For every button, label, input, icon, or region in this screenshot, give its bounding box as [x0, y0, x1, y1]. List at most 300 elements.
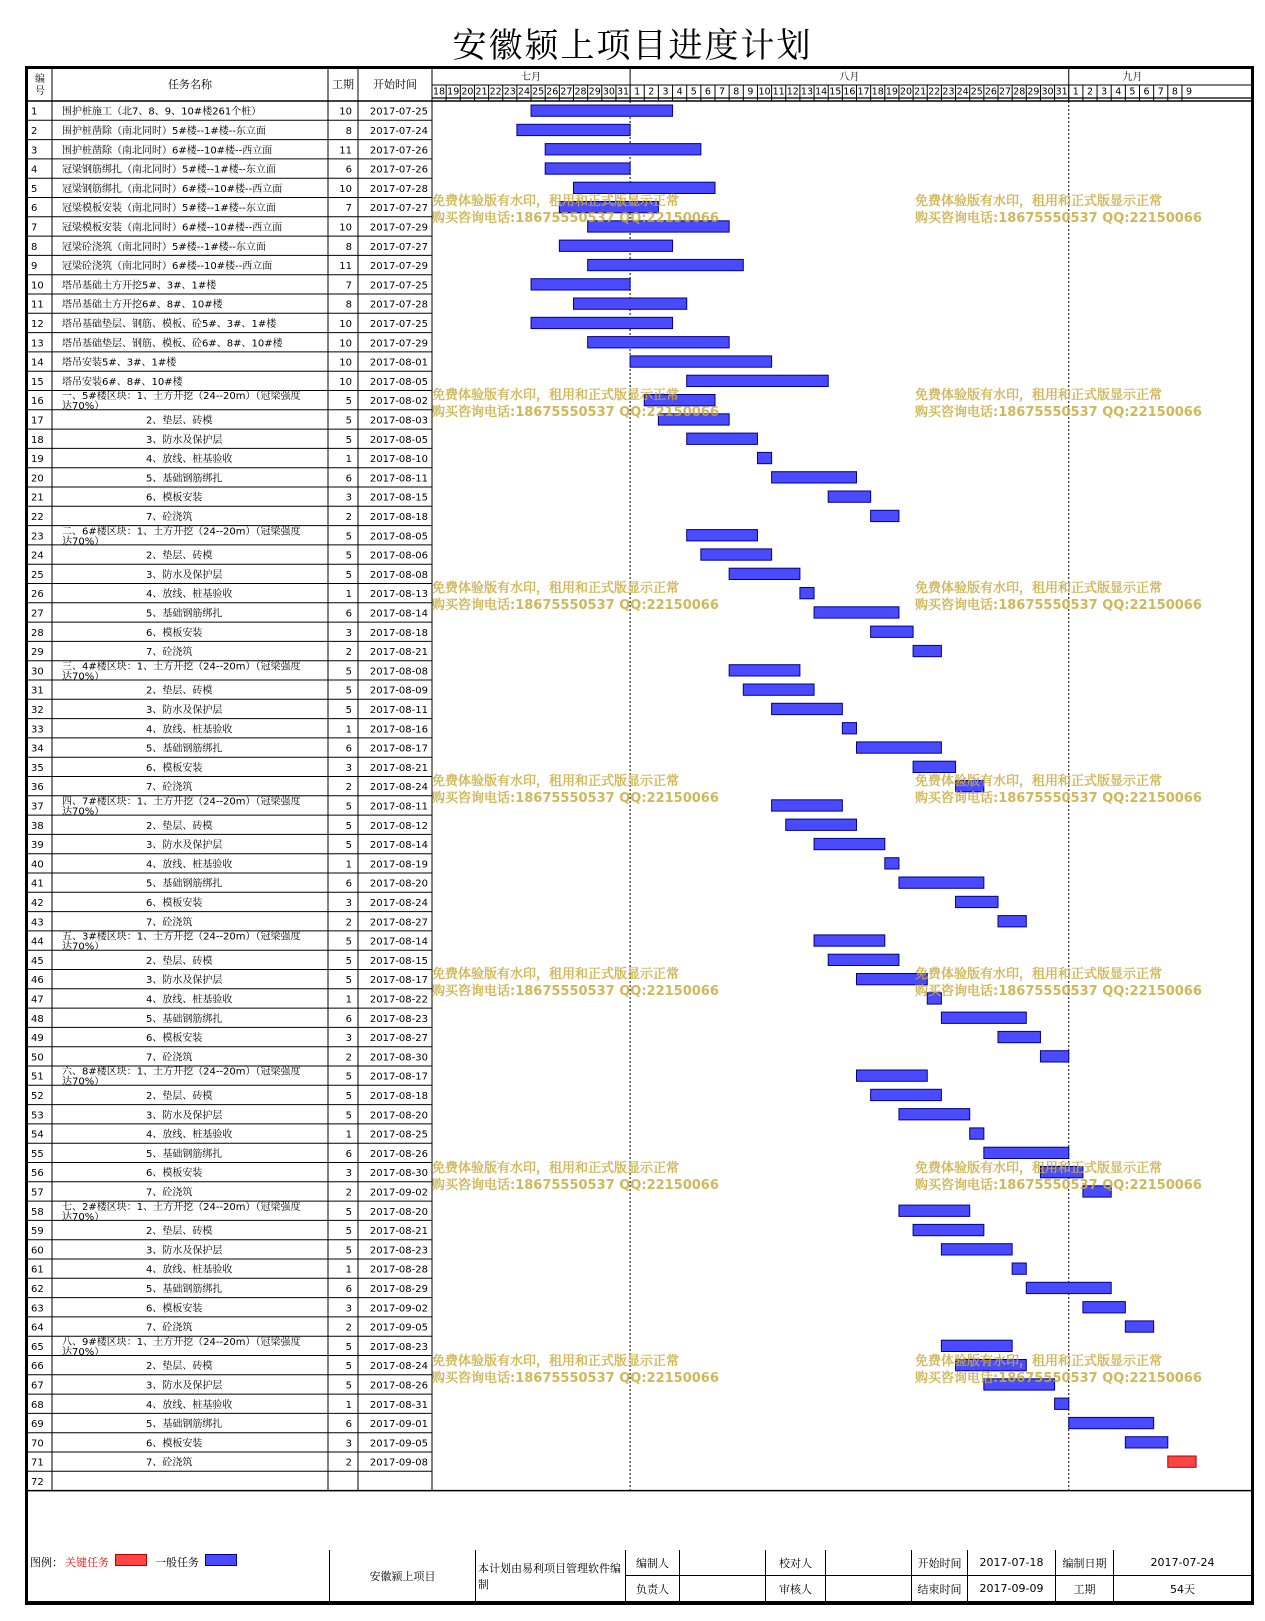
task-bar	[531, 279, 630, 290]
task-duration: 5	[345, 1206, 352, 1218]
task-name: 6、模板安装	[146, 1303, 203, 1315]
task-start: 2017-08-14	[369, 608, 428, 620]
task-start: 2017-08-29	[369, 1283, 428, 1295]
task-start: 2017-08-21	[369, 762, 428, 774]
editor-label: 编制人	[636, 1556, 669, 1570]
day-label: 11	[772, 86, 785, 98]
task-duration: 1	[345, 1264, 352, 1276]
watermark-line-1: 免费体验版有水印，租用和正式版显示正常	[432, 1354, 680, 1369]
task-duration: 5	[345, 1090, 352, 1102]
task-name: 围护桩凿除（南北同时）6#楼--10#楼--西立面	[62, 145, 273, 157]
task-id: 66	[31, 1361, 44, 1373]
watermark-line-2: 购买咨询电话:18675550537 QQ:22150066	[915, 211, 1202, 226]
task-duration: 10	[339, 318, 352, 330]
task-bar	[941, 1012, 1026, 1023]
task-duration: 5	[345, 1226, 352, 1238]
task-id: 12	[31, 318, 44, 330]
header-id-label-2: 号	[35, 86, 45, 97]
task-duration: 5	[345, 1245, 352, 1257]
task-name-cont: 达70%）	[62, 536, 105, 548]
task-name: 塔吊安装6#、8#、10#楼	[62, 376, 183, 388]
task-duration: 6	[345, 473, 352, 485]
task-start: 2017-08-14	[369, 936, 428, 948]
watermark-line-2: 购买咨询电话:18675550537 QQ:22150066	[432, 405, 719, 420]
task-name: 塔吊安装5#、3#、1#楼	[62, 357, 177, 369]
task-name: 4、放线、桩基验收	[146, 1129, 233, 1141]
day-label: 21	[475, 86, 488, 98]
day-label: 25	[970, 86, 983, 98]
day-label: 27	[999, 86, 1012, 98]
task-duration: 1	[345, 994, 352, 1006]
task-start: 2017-08-24	[369, 782, 428, 794]
task-id: 42	[31, 897, 44, 909]
reviewer-label-cell	[766, 1576, 826, 1602]
checker-value-cell	[826, 1550, 912, 1576]
task-id: 27	[31, 608, 44, 620]
task-start: 2017-07-25	[369, 280, 428, 292]
task-start: 2017-08-14	[369, 840, 428, 852]
watermark-line-1: 免费体验版有水印，租用和正式版显示正常	[915, 388, 1163, 403]
footer	[28, 1550, 1251, 1602]
task-name: 3、防水及保护层	[146, 1110, 223, 1122]
day-label: 17	[857, 86, 870, 98]
task-duration: 5	[345, 531, 352, 543]
page-title: 安徽颍上项目进度计划	[452, 26, 813, 66]
task-name: 6、模板安装	[146, 1438, 203, 1450]
task-bar	[941, 1340, 1012, 1351]
watermark-line-1: 免费体验版有水印，租用和正式版显示正常	[432, 967, 680, 982]
task-id: 68	[31, 1399, 44, 1411]
task-id: 26	[31, 589, 44, 601]
task-start: 2017-08-20	[369, 1110, 428, 1122]
task-id: 31	[31, 685, 44, 697]
task-name-cont: 达70%）	[62, 806, 105, 818]
task-start: 2017-08-11	[369, 801, 428, 813]
day-label: 9	[1186, 86, 1193, 98]
watermark-line-1: 免费体验版有水印，租用和正式版显示正常	[915, 967, 1163, 982]
task-name-cont: 达70%）	[62, 401, 105, 413]
task-bar	[1083, 1186, 1111, 1197]
task-bar	[545, 144, 701, 155]
task-bar	[517, 124, 630, 135]
task-id: 6	[31, 203, 38, 215]
watermark-line-1: 免费体验版有水印，租用和正式版显示正常	[432, 194, 680, 209]
task-id: 10	[31, 280, 44, 292]
task-bar	[814, 935, 885, 946]
task-bar	[687, 375, 829, 386]
task-start: 2017-08-06	[369, 550, 428, 562]
task-id: 3	[31, 145, 38, 157]
day-label: 2	[648, 86, 655, 98]
task-duration: 2	[345, 647, 352, 659]
task-start: 2017-08-21	[369, 647, 428, 659]
task-start: 2017-07-26	[369, 164, 428, 176]
task-bar	[956, 1360, 1027, 1371]
task-duration: 10	[339, 222, 352, 234]
task-name: 3、防水及保护层	[146, 1380, 223, 1392]
reviewer-label: 审核人	[779, 1582, 812, 1596]
task-start: 2017-08-01	[369, 357, 428, 369]
day-label: 21	[914, 86, 927, 98]
task-bar	[545, 163, 630, 174]
task-start: 2017-08-20	[369, 878, 428, 890]
task-start: 2017-09-08	[369, 1457, 428, 1469]
task-id: 18	[31, 434, 44, 446]
task-name: 3、防水及保护层	[146, 975, 223, 987]
task-id: 22	[31, 511, 44, 523]
task-start: 2017-08-21	[369, 1226, 428, 1238]
task-start: 2017-08-15	[369, 955, 428, 967]
compile-date-label: 编制日期	[1062, 1556, 1107, 1570]
header-layer	[35, 70, 1192, 98]
task-bar	[687, 530, 758, 541]
day-label: 13	[800, 86, 814, 98]
task-duration: 3	[345, 627, 352, 639]
task-duration: 10	[339, 183, 352, 195]
software-note: 本计划由易利项目管理软件编制	[478, 1561, 621, 1591]
day-label: 1	[634, 86, 641, 98]
task-bar	[998, 916, 1026, 927]
task-duration: 6	[345, 1148, 352, 1160]
task-name: 7、砼浇筑	[146, 1187, 193, 1199]
legend-label: 图例：	[30, 1556, 63, 1569]
task-id: 54	[31, 1129, 44, 1141]
task-bar	[1168, 1456, 1196, 1467]
task-duration: 5	[345, 1110, 352, 1122]
task-start: 2017-07-29	[369, 261, 428, 273]
legend-critical-label: 关键任务	[65, 1556, 109, 1569]
day-label: 5	[690, 86, 697, 98]
day-label: 24	[517, 86, 531, 98]
start-label: 开始时间	[917, 1556, 962, 1570]
task-name: 塔吊基础土方开挖5#、3#、1#楼	[62, 280, 217, 292]
task-duration: 5	[345, 550, 352, 562]
task-start: 2017-08-24	[369, 1361, 428, 1373]
task-bar	[1069, 1417, 1154, 1428]
task-name: 2、垫层、砖模	[146, 415, 213, 427]
task-duration: 6	[345, 743, 352, 755]
task-bar	[1040, 1167, 1082, 1178]
task-bar	[772, 800, 843, 811]
watermark-line-2: 购买咨询电话:18675550537 QQ:22150066	[915, 405, 1202, 420]
watermark-line-1: 免费体验版有水印，租用和正式版显示正常	[432, 388, 680, 403]
watermark-line-1: 免费体验版有水印，租用和正式版显示正常	[915, 774, 1163, 789]
task-name: 冠梁钢筋绑扎（南北同时）6#楼--10#楼--西立面	[62, 183, 283, 195]
task-start: 2017-08-22	[369, 994, 428, 1006]
day-label: 3	[1101, 86, 1108, 98]
task-start: 2017-08-08	[369, 569, 428, 581]
task-bar	[772, 472, 857, 483]
task-start: 2017-08-18	[369, 511, 428, 523]
compile-date-value-cell	[1114, 1550, 1251, 1576]
task-name: 6、模板安装	[146, 627, 203, 639]
task-start: 2017-08-12	[369, 820, 428, 832]
owner-label: 负责人	[636, 1582, 669, 1596]
task-start: 2017-08-23	[369, 1013, 428, 1025]
task-bar	[1055, 1398, 1069, 1409]
task-id: 53	[31, 1110, 44, 1122]
task-id: 58	[31, 1206, 44, 1218]
task-name: 3、防水及保护层	[146, 840, 223, 852]
editor-value-cell	[680, 1550, 766, 1576]
task-duration: 10	[339, 357, 352, 369]
day-label: 15	[829, 86, 842, 98]
task-id: 34	[31, 743, 44, 755]
day-label: 4	[676, 86, 683, 98]
task-duration: 1	[345, 1129, 352, 1141]
task-bar	[531, 317, 673, 328]
task-id: 52	[31, 1090, 44, 1102]
day-label: 3	[662, 86, 669, 98]
software-note-cell	[476, 1550, 626, 1602]
task-bar	[842, 723, 856, 734]
task-id: 69	[31, 1419, 44, 1431]
task-bar	[757, 452, 771, 463]
watermark-line-2: 购买咨询电话:18675550537 QQ:22150066	[915, 791, 1202, 806]
task-name: 冠梁模板安装（南北同时）5#楼--1#楼--东立面	[62, 203, 276, 215]
task-start: 2017-08-23	[369, 1245, 428, 1257]
task-duration: 5	[345, 1341, 352, 1353]
header-name-label: 任务名称	[168, 78, 212, 91]
task-id: 40	[31, 859, 44, 871]
task-id: 15	[31, 376, 44, 388]
day-label: 23	[503, 86, 516, 98]
task-id: 16	[31, 396, 44, 408]
task-name: 7、砼浇筑	[146, 1052, 193, 1064]
task-duration: 5	[345, 396, 352, 408]
task-duration: 2	[345, 511, 352, 523]
task-id: 57	[31, 1187, 44, 1199]
task-duration: 3	[345, 1168, 352, 1180]
task-id: 36	[31, 782, 44, 794]
task-id: 25	[31, 569, 44, 581]
task-name: 围护桩施工（北7、8、9、10#楼261个桩）	[62, 106, 262, 118]
watermark-line-2: 购买咨询电话:18675550537 QQ:22150066	[915, 598, 1202, 613]
task-id: 45	[31, 955, 44, 967]
task-start: 2017-08-27	[369, 917, 428, 929]
task-id: 44	[31, 936, 44, 948]
task-start: 2017-08-02	[369, 396, 428, 408]
task-id: 7	[31, 222, 38, 234]
task-duration: 5	[345, 666, 352, 678]
watermark-line-1: 免费体验版有水印，租用和正式版显示正常	[915, 194, 1163, 209]
task-id: 47	[31, 994, 44, 1006]
day-label: 23	[942, 86, 955, 98]
watermark-line-2: 购买咨询电话:18675550537 QQ:22150066	[432, 211, 719, 226]
task-name: 冠梁砼浇筑（南北同时）6#楼--10#楼--西立面	[62, 261, 273, 273]
task-duration: 7	[345, 203, 352, 215]
task-bar	[857, 974, 928, 985]
task-duration: 2	[345, 1322, 352, 1334]
end-value-cell	[968, 1576, 1056, 1602]
task-start: 2017-08-11	[369, 704, 428, 716]
task-start: 2017-07-24	[369, 125, 428, 137]
task-start: 2017-08-09	[369, 685, 428, 697]
task-id: 32	[31, 704, 44, 716]
day-label: 8	[1171, 86, 1178, 98]
task-bar	[927, 993, 941, 1004]
task-start: 2017-08-03	[369, 415, 428, 427]
header-duration-label: 工期	[332, 78, 354, 91]
month-label: 九月	[1122, 72, 1143, 83]
task-start: 2017-09-02	[369, 1303, 428, 1315]
task-id: 50	[31, 1052, 44, 1064]
day-label: 16	[843, 86, 856, 98]
task-name: 5、基础钢筋绑扎	[146, 1419, 223, 1431]
task-id: 70	[31, 1438, 44, 1450]
task-duration: 5	[345, 820, 352, 832]
task-duration: 3	[345, 1303, 352, 1315]
task-id: 65	[31, 1341, 44, 1353]
task-name-cont: 达70%）	[62, 941, 105, 953]
task-bar	[588, 259, 744, 270]
watermark-line-2: 购买咨询电话:18675550537 QQ:22150066	[915, 1178, 1202, 1193]
task-id: 56	[31, 1168, 44, 1180]
task-id: 39	[31, 840, 44, 852]
day-label: 29	[1027, 86, 1040, 98]
task-name: 冠梁钢筋绑扎（南北同时）5#楼--1#楼--东立面	[62, 164, 276, 176]
legend-normal-label: 一般任务	[155, 1556, 199, 1569]
task-start: 2017-08-16	[369, 724, 428, 736]
task-duration: 1	[345, 589, 352, 601]
task-start: 2017-09-05	[369, 1322, 428, 1334]
task-id: 17	[31, 415, 44, 427]
task-start: 2017-08-05	[369, 376, 428, 388]
task-id: 63	[31, 1303, 44, 1315]
task-name: 7、砼浇筑	[146, 647, 193, 659]
task-id: 55	[31, 1148, 44, 1160]
task-start: 2017-08-19	[369, 859, 428, 871]
task-name: 2、垫层、砖模	[146, 550, 213, 562]
legend-normal-swatch	[205, 1554, 237, 1566]
task-bar	[729, 568, 800, 579]
task-duration: 5	[345, 1361, 352, 1373]
day-label: 22	[489, 86, 502, 98]
owner-value-cell	[680, 1576, 766, 1602]
task-name: 3、防水及保护层	[146, 704, 223, 716]
day-label: 5	[1129, 86, 1136, 98]
watermark-line-2: 购买咨询电话:18675550537 QQ:22150066	[432, 984, 719, 999]
watermark-line-2: 购买咨询电话:18675550537 QQ:22150066	[915, 1371, 1202, 1386]
day-label: 9	[747, 86, 754, 98]
task-duration: 3	[345, 897, 352, 909]
task-start: 2017-07-26	[369, 145, 428, 157]
day-label: 6	[1143, 86, 1150, 98]
task-start: 2017-08-05	[369, 531, 428, 543]
task-id: 30	[31, 666, 44, 678]
task-bar	[574, 182, 716, 193]
task-name: 6、模板安装	[146, 1168, 203, 1180]
task-duration: 7	[345, 280, 352, 292]
start-label-cell	[912, 1550, 968, 1576]
task-id: 8	[31, 241, 38, 253]
task-name: 4、放线、桩基验收	[146, 454, 233, 466]
task-bar	[913, 1224, 984, 1235]
task-bar	[1125, 1437, 1167, 1448]
task-start: 2017-08-17	[369, 743, 428, 755]
task-name: 2、垫层、砖模	[146, 1361, 213, 1373]
task-name: 7、砼浇筑	[146, 1457, 193, 1469]
task-duration: 5	[345, 1071, 352, 1083]
task-id: 35	[31, 762, 44, 774]
task-id: 1	[31, 106, 38, 118]
task-id: 24	[31, 550, 44, 562]
duration-label: 工期	[1073, 1582, 1096, 1596]
task-bar	[1083, 1302, 1125, 1313]
watermark-line-1: 免费体验版有水印，租用和正式版显示正常	[915, 1354, 1163, 1369]
day-label: 24	[956, 86, 969, 98]
task-name: 2、垫层、砖模	[146, 685, 213, 697]
task-start: 2017-08-30	[369, 1168, 428, 1180]
task-id: 4	[31, 164, 38, 176]
task-name: 5、基础钢筋绑扎	[146, 743, 223, 755]
task-name: 围护桩凿除（南北同时）5#楼--1#楼--东立面	[62, 125, 266, 137]
day-label: 27	[560, 86, 573, 98]
task-duration: 5	[345, 415, 352, 427]
task-start: 2017-08-23	[369, 1341, 428, 1353]
task-start: 2017-07-27	[369, 203, 428, 215]
task-duration: 5	[345, 704, 352, 716]
task-bar	[899, 877, 984, 888]
task-id: 59	[31, 1226, 44, 1238]
task-duration: 5	[345, 840, 352, 852]
task-id: 5	[31, 183, 38, 195]
task-id: 11	[31, 299, 44, 311]
task-name: 3、防水及保护层	[146, 1245, 223, 1257]
day-label: 31	[616, 86, 630, 98]
task-name: 5、基础钢筋绑扎	[146, 1013, 223, 1025]
task-duration: 2	[345, 1052, 352, 1064]
task-bar	[885, 858, 899, 869]
task-name: 6、模板安装	[146, 897, 203, 909]
task-name: 7、砼浇筑	[146, 782, 193, 794]
task-start: 2017-08-31	[369, 1399, 428, 1411]
end-label-cell	[912, 1576, 968, 1602]
task-name: 八、9#楼区块：1、土方开挖（24--20m）（冠梁强度	[62, 1336, 301, 1348]
task-duration: 2	[345, 917, 352, 929]
day-label: 25	[532, 86, 545, 98]
task-duration: 11	[339, 261, 352, 273]
task-bar	[871, 1089, 942, 1100]
task-start: 2017-08-17	[369, 1071, 428, 1083]
task-id: 67	[31, 1380, 44, 1392]
task-duration: 5	[345, 569, 352, 581]
task-start: 2017-07-25	[369, 318, 428, 330]
task-start: 2017-08-27	[369, 1033, 428, 1045]
task-bar	[828, 491, 870, 502]
day-label: 10	[758, 86, 771, 98]
start-value: 2017-07-18	[979, 1556, 1044, 1569]
watermark-line-1: 免费体验版有水印，租用和正式版显示正常	[915, 1161, 1163, 1176]
task-duration: 6	[345, 1013, 352, 1025]
task-id: 9	[31, 261, 38, 273]
task-name: 二、6#楼区块：1、土方开挖（24--20m）（冠梁强度	[62, 526, 301, 538]
task-duration: 10	[339, 376, 352, 388]
task-duration: 8	[345, 125, 352, 137]
day-label: 6	[704, 86, 711, 98]
task-name: 2、垫层、砖模	[146, 1090, 213, 1102]
task-start: 2017-08-05	[369, 434, 428, 446]
task-bar	[1125, 1321, 1153, 1332]
task-bar	[687, 433, 758, 444]
task-name: 2、垫层、砖模	[146, 820, 213, 832]
task-bar	[559, 240, 672, 251]
task-start: 2017-08-26	[369, 1380, 428, 1392]
task-duration: 5	[345, 1380, 352, 1392]
task-bar	[800, 588, 814, 599]
task-name: 六、8#楼区块：1、土方开挖（24--20m）（冠梁强度	[62, 1066, 301, 1078]
task-bar	[701, 549, 772, 560]
